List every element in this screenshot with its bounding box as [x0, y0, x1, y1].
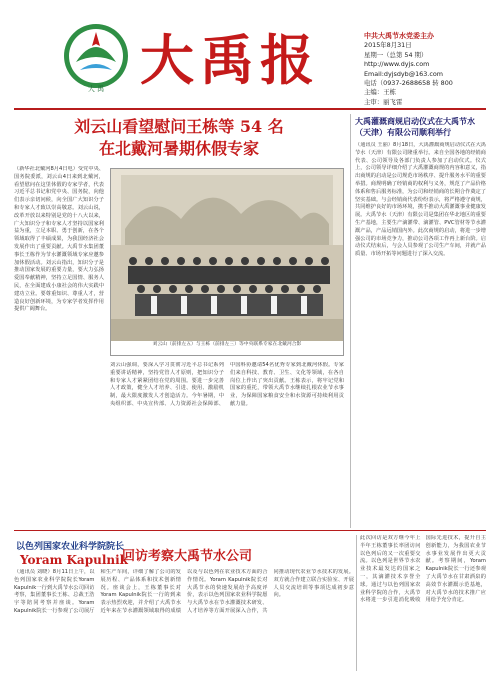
bottom-story-text: （通讯员 刘晓）8月11日上午，以色列国家农业科学院院长Yoram Kapulnik一行到大禹节水公司回访考察，集团董事长王栋、总裁王浩宇等陪同考察并座谈。Yoram Kapulnik院长一行参观了公司展厅和生产车间，详细了解了公司的发展历程、产品体系和技术创新情况。座谈会上，王栋董事长对Yoram Kapulnik院长一行的到来表示热烈欢迎，并介绍了大禹节水近年来在节水灌溉领域取得的成绩以及与以色列在农业技术方面的合作情况。Yoram Kapulnik院长对大禹节水的快速发展给予高度评价，表示以色列国家农业科学院愿与大禹节水在节水灌溉技术研发、人才培养等方面开展深入合作，共同推动现代农业节水技术的发展。双方就合作建立联合实验室、开展人员交流培训等事项达成初步意向。	[14, 569, 354, 614]
organizer: 中共大禹节水党委主办	[364, 32, 434, 40]
director: 主编：王栋	[364, 88, 396, 97]
bottom-story-title-en: Yoram Kapulnik	[20, 553, 128, 567]
editor: 主审：丽飞雷	[364, 97, 403, 106]
lead-story-text-col2: 刘云山强调，要深入学习贯彻习近平总书记系列重要讲话精神，坚持党管人才原则，把知识分子和专家人才紧紧团结在党的周围。要进一步完善人才政策，健全人才培养、引进、使用、激励机制，最大限度激发人才创造活力。今年暑期，中央组织部、中央宣传部、人力资源社会保障部、中国科协邀请54名优秀专家到北戴河休假。专家们来自科技、教育、卫生、文化等领域，在各自岗位上作出了突出贡献。王栋表示，将牢记党和国家的重托，带领大禹节水继续扎根农业节水事业，为保障国家粮食安全和水资源可持续利用贡献力量。	[110, 362, 344, 407]
issue-info	[364, 32, 496, 107]
group-photo-image-icon	[111, 169, 343, 341]
phone: 电话（0937-2688658 转 800	[364, 79, 453, 88]
lead-headline-line1: 刘云山看望慰问王栋等 54 名	[74, 117, 284, 136]
column-divider	[356, 535, 357, 671]
photo-caption: 刘云山（前排左五）与王栋（前排左三）等中央联系专家在北戴河合影	[111, 341, 343, 355]
bottom-story-title: 回访考察大禹节水公司	[122, 549, 253, 564]
masthead-divider	[14, 108, 486, 110]
email-link[interactable]: Email:dyjsdyb@163.com	[364, 69, 443, 78]
lead-story-text-col1: （新华社北戴河8月4日电）受党中央、国务院委派，刘云山4日来到北戴河，看望慰问在这里休假的专家学者，代表习近平总书记和党中央、国务院，向他们表示亲切问候，向全国广大知识分子和专家人才致以崇高敬意。刘云山说，改革开放以来特别是党的十八大以来，广大知识分子和专家人才坚持以国家利益为重，立足本职、勇于创新，在各个领域取得了丰硕成果，为我国经济社会发展作出了重要贡献。大禹节水集团董事长王栋作为节水灌溉领域专家应邀参加休假活动。刘云山指出，知识分子是推动国家发展的重要力量，要大力弘扬爱国奉献精神，坚持立足国情、服务人民，在全面建成小康社会的伟大实践中建功立业。要尊重知识、尊重人才，营造良好创新环境，为专家学者发挥作用提供广阔舞台。	[14, 166, 104, 313]
lead-headline	[14, 116, 344, 160]
issue-number: 星期一（总第 54 期）	[364, 50, 428, 59]
right-story-text: （通讯员 王丽）8月18日，大禹灌溉商规启动仪式在大禹节水（天津）有限公司隆重举行。来自全国各地的经销商代表、公司领导及各部门负责人参加了启动仪式。仪式上，公司领导详细介绍了大禹灌溉商规的内容和意义，指出商规的启动是公司规范市场秩序、提升服务水平的重要举措。商规明确了经销商的权利与义务，规范了产品价格体系和售后服务标准，为公司和经销商的长期合作奠定了坚实基础。与会经销商代表纷纷表示，将严格遵守商规，共同维护良好的市场环境，携手推动大禹灌溉事业健康发展。大禹节水（天津）有限公司是集团在华北地区的重要生产基地，主要生产滴灌带、滴灌管、PVC管材等节水灌溉产品，产品远销国内外。此次商规的启动，将进一步增强公司的市场竞争力，推动公司各项工作再上新台阶。启动仪式结束后，与会人员参观了公司生产车间，并就产品质量、市场开拓等问题进行了深入交流。	[355, 142, 486, 258]
right-story	[350, 114, 486, 528]
masthead	[0, 0, 500, 110]
bottom-story-right-text: 此次回访是双方继今年上半年王栋董事长率团访问以色列后的又一次重要交流。以色列是世界节水农业技术最发达的国家之一，其滴灌技术享誉全球。通过与以色列国家农业科学院的合作，大禹节水将进一步引进消化吸收国际先进技术，提升自主创新能力，为我国农业节水事业发展作出更大贡献。考察期间，Yoram Kapulnik院长一行还参观了大禹节水在甘肃酒泉的高效节水灌溉示范基地，对大禹节水的技术推广应用给予充分肯定。	[360, 535, 486, 604]
lead-headline-line2: 在北戴河暑期休假专家	[98, 139, 259, 158]
website-link[interactable]: http://www.dyjs.com	[364, 60, 430, 69]
group-photo	[110, 168, 344, 356]
right-story-headline: 大禹灌溉商规启动仪式在大禹节水（天津）有限公司顺利举行	[355, 116, 475, 137]
paper-name: 大禹报	[140, 28, 320, 92]
logo-text: 大 禹	[87, 85, 105, 93]
lead-story	[14, 114, 344, 528]
bottom-story	[14, 530, 486, 674]
issue-date: 2015年8月31日	[364, 41, 412, 50]
bottom-story-subtitle: 以色列国家农业科学院院长	[16, 542, 125, 552]
